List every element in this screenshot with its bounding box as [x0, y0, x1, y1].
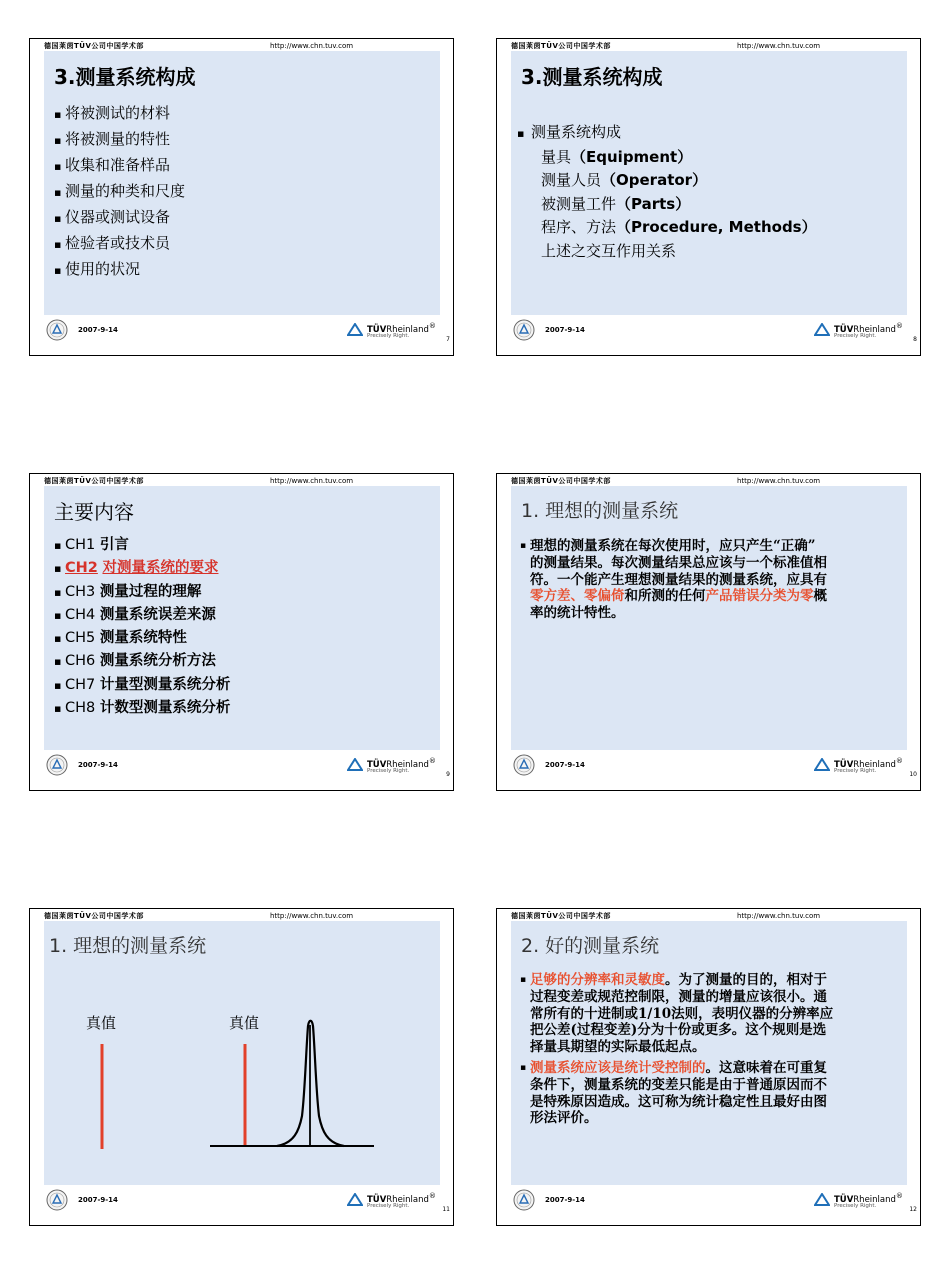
list-heading: ▪ 测量系统构成 [517, 121, 817, 146]
slide-11 [29, 908, 454, 1226]
company-name: 德国莱茵TÜV公司中国学术部 [511, 912, 611, 920]
content-panel [511, 921, 907, 1185]
slide-title: 3.测量系统构成 [521, 65, 663, 89]
list-item: ▪ 将被测量的特性 [54, 127, 185, 153]
list-item: 被测量工件（Parts） [541, 194, 691, 213]
slide-header [511, 911, 906, 921]
tuv-triangle-icon [347, 758, 363, 771]
list-item: ▪ 使用的状况 [54, 257, 185, 283]
tuv-triangle-icon [814, 1193, 830, 1206]
chapter-item: ▪ CH5 测量系统特性 [54, 627, 230, 650]
definition-paragraph: ▪ 理想的测量系统在每次使用时，应只产生“正确” 的测量结果。每次测量结果总应该与一个标准值相 符。一个能产生理想测量结果的测量系统，应具有 零方差、零偏倚和所测的任何产品错误分类为零概 率的统计特性。 [520, 538, 827, 622]
true-value-diagram [44, 921, 440, 1185]
bullet-icon: ▪ [520, 541, 527, 551]
header-url: http://www.chn.tuv.com [270, 912, 354, 920]
chapter-item: ▪ CH3 测量过程的理解 [54, 581, 230, 604]
list-item: 测量人员（Operator） [541, 171, 708, 190]
page-number: 7 [446, 336, 450, 343]
slide-footer [497, 313, 920, 355]
page-number: 8 [913, 336, 917, 343]
slide-date: 2007-9-14 [78, 326, 118, 334]
list-item: ▪ 测量的种类和尺度 [54, 179, 185, 205]
content-panel [511, 51, 907, 315]
content-panel [44, 486, 440, 750]
slide-title: 2. 好的测量系统 [521, 935, 660, 957]
header-url: http://www.chn.tuv.com [737, 477, 821, 485]
list-item: ▪ 将被测试的材料 [54, 101, 185, 127]
seal-icon [46, 319, 68, 341]
company-name: 德国莱茵TÜV公司中国学术部 [511, 42, 611, 50]
bullet-icon: ▪ [520, 1063, 527, 1073]
slide-header [44, 476, 439, 486]
tuv-logo: TÜVRheinland® Precisely Right. [814, 321, 900, 345]
bullet-list [54, 101, 185, 283]
list-item: ▪ 收集和准备样品 [54, 153, 185, 179]
company-name: 德国莱茵TÜV公司中国学术部 [511, 477, 611, 485]
tuv-logo: TÜVRheinland® Precisely Right. [347, 1191, 433, 1215]
page-number: 10 [909, 771, 917, 778]
highlight-text: 产品错误分类为零 [705, 588, 814, 605]
slide-title: 1. 理想的测量系统 [49, 935, 207, 957]
slide-8 [496, 38, 921, 356]
stability-paragraph: ▪ 测量系统应该是统计受控制的。这意味着在可重复 条件下，测量系统的变差只能是由于普通原因而不 是特殊原因造成。这可称为统计稳定性且最好由图 形法评价。 [520, 1060, 827, 1127]
tuv-logo: TÜVRheinland® Precisely Right. [347, 756, 433, 780]
chapter-item: ▪ CH4 测量系统误差来源 [54, 604, 230, 627]
tuv-logo: TÜVRheinland® Precisely Right. [814, 756, 900, 780]
page-number: 12 [909, 1206, 917, 1213]
slide-date: 2007-9-14 [545, 326, 585, 334]
list-item: ▪ 仪器或测试设备 [54, 205, 185, 231]
seal-icon [513, 754, 535, 776]
slide-header [511, 476, 906, 486]
seal-icon [46, 1189, 68, 1211]
company-name: 德国莱茵TÜV公司中国学术部 [44, 42, 144, 50]
header-url: http://www.chn.tuv.com [270, 477, 354, 485]
chapter-list [54, 534, 230, 720]
highlight-text: 零方差、零偏倚 [530, 588, 625, 605]
slide-7 [29, 38, 454, 356]
slide-date: 2007-9-14 [78, 761, 118, 769]
slide-footer [30, 748, 453, 790]
company-name: 德国莱茵TÜV公司中国学术部 [44, 477, 144, 485]
slide-12 [496, 908, 921, 1226]
list-item: ▪ 检验者或技术员 [54, 231, 185, 257]
page-number: 11 [442, 1206, 450, 1213]
tuv-logo: TÜVRheinland® Precisely Right. [814, 1191, 900, 1215]
highlight-text: 测量系统应该是统计受控制的 [530, 1060, 706, 1076]
chapter-item: ▪ CH8 计数型测量系统分析 [54, 697, 230, 720]
seal-icon [513, 1189, 535, 1211]
slide-9 [29, 473, 454, 791]
content-panel [511, 486, 907, 750]
resolution-paragraph: ▪ 足够的分辨率和灵敏度。为了测量的目的，相对于 过程变差或规范控制限，测量的增量应该很小。通 常所有的十进制或1/10法则，表明仪器的分辨率应 把公差(过程变差)分为十份或更多。这个规则是选 择量具期望的实际最低起点。 [520, 972, 834, 1056]
bullet-icon: ▪ [520, 975, 527, 985]
component-list [517, 121, 817, 264]
slide-date: 2007-9-14 [545, 761, 585, 769]
chapter-item-current: ▪ CH2 对测量系统的要求 [54, 557, 230, 580]
slide-date: 2007-9-14 [78, 1196, 118, 1204]
header-url: http://www.chn.tuv.com [737, 912, 821, 920]
tuv-triangle-icon [347, 323, 363, 336]
slide-header [44, 41, 439, 51]
seal-icon [46, 754, 68, 776]
header-url: http://www.chn.tuv.com [737, 42, 821, 50]
slide-date: 2007-9-14 [545, 1196, 585, 1204]
true-value-label-left: 真值 [86, 1014, 117, 1032]
slide-footer [30, 313, 453, 355]
chapter-item: ▪ CH6 测量系统分析方法 [54, 650, 230, 673]
tuv-triangle-icon [347, 1193, 363, 1206]
list-item: 量具（Equipment） [541, 147, 693, 166]
list-item: 程序、方法（Procedure, Methods） [541, 218, 817, 237]
company-name: 德国莱茵TÜV公司中国学术部 [44, 912, 144, 920]
seal-icon [513, 319, 535, 341]
slide-title: 1. 理想的测量系统 [521, 500, 679, 522]
chapter-item: ▪ CH7 计量型测量系统分析 [54, 674, 230, 697]
slide-footer [30, 1183, 453, 1225]
header-url: http://www.chn.tuv.com [270, 42, 354, 50]
slide-title: 3.测量系统构成 [54, 65, 196, 89]
tuv-triangle-icon [814, 323, 830, 336]
slide-header [511, 41, 906, 51]
page-number: 9 [446, 771, 450, 778]
true-value-label-right: 真值 [229, 1014, 260, 1032]
slide-footer [497, 1183, 920, 1225]
list-item: 上述之交互作用关系 [541, 241, 677, 260]
tuv-logo: TÜVRheinland® Precisely Right. [347, 321, 433, 345]
tuv-triangle-icon [814, 758, 830, 771]
slide-title: 主要内容 [54, 500, 134, 524]
slide-footer [497, 748, 920, 790]
slide-header [44, 911, 439, 921]
content-panel [44, 51, 440, 315]
highlight-text: 足够的分辨率和灵敏度 [530, 972, 665, 988]
chapter-item: ▪ CH1 引言 [54, 534, 230, 557]
slide-10 [496, 473, 921, 791]
